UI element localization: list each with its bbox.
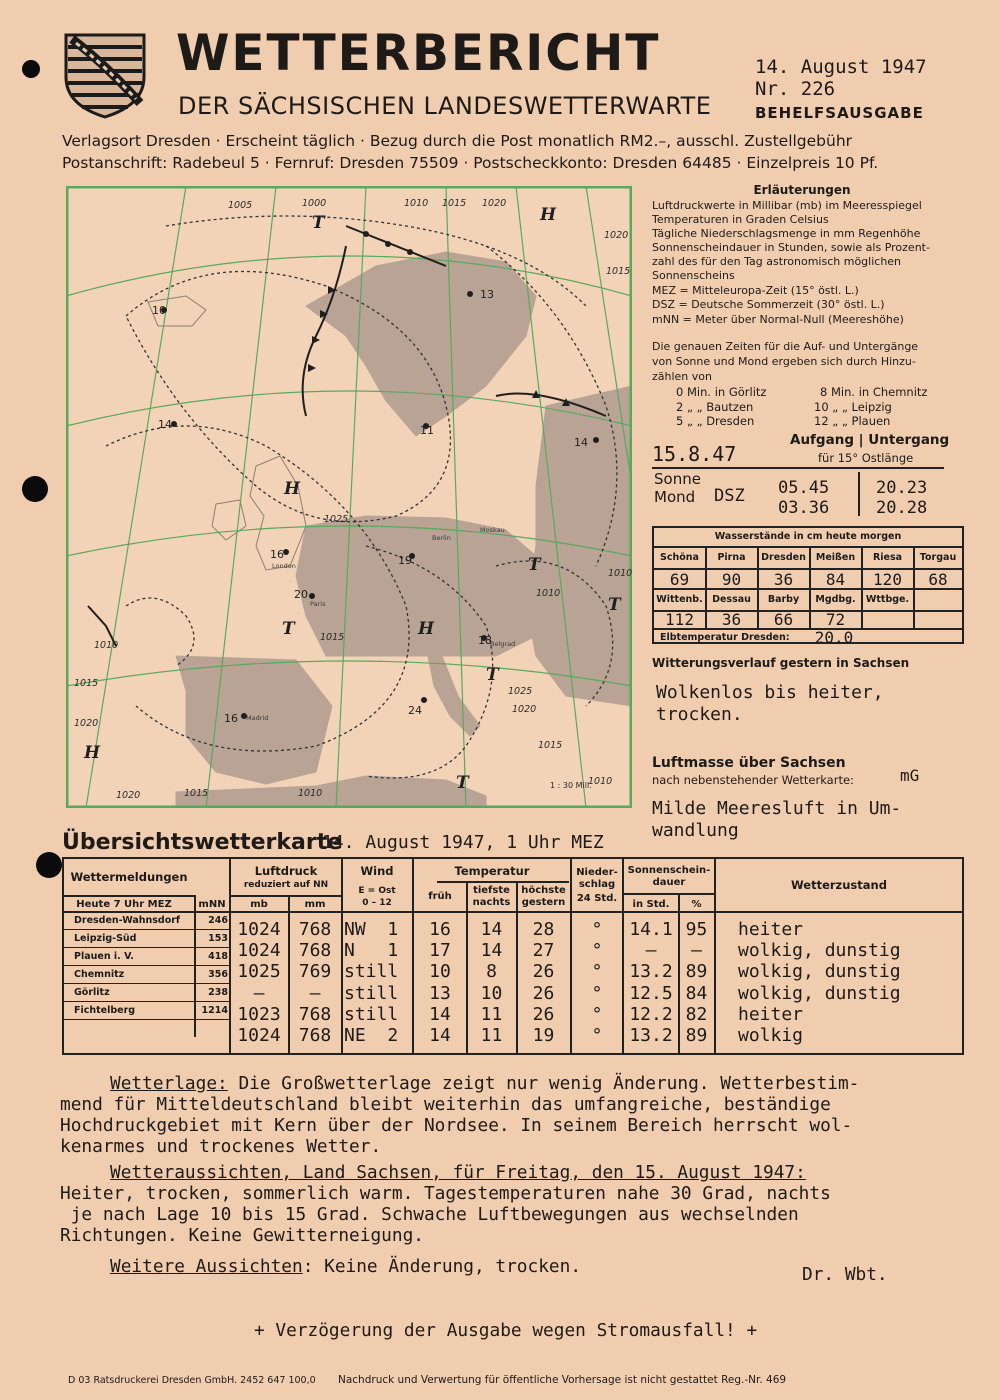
obs-tief: 10 (480, 983, 503, 1004)
header-hoechste-sub: gestern (521, 897, 566, 908)
header-frueh: früh (428, 891, 452, 902)
sunmoon-date: 15.8.47 (652, 442, 737, 466)
low-pressure-mark: T (312, 213, 325, 233)
water-levels-title: Wasserstände in cm heute morgen (714, 531, 902, 542)
obs-zustand: heiter (738, 1004, 804, 1025)
isobar-label: 1010 (94, 640, 119, 651)
gauge-name: Barby (767, 594, 800, 605)
elbe-temperature-label: Elbtemperatur Dresden: (660, 632, 790, 643)
isobar-label: 1010 (536, 588, 561, 599)
legend-line: MEZ = Mitteleuropa-Zeit (15° östl. L.) (652, 284, 859, 297)
obs-sonne: 12.2 (629, 1004, 673, 1025)
air-mass-code: mG (900, 766, 920, 785)
time-correction: 2 „ „ Bautzen (676, 400, 754, 414)
station-temperature: 19 (398, 554, 412, 567)
air-mass-text: Milde Meeresluft in Um- wandlung (652, 798, 902, 841)
obs-frueh: 16 (429, 919, 451, 940)
obs-tief: 11 (480, 1004, 503, 1025)
obs-wind: still (344, 961, 399, 982)
header-wind-sub: E = Ost (358, 886, 396, 896)
obs-nieder: ° (591, 919, 603, 940)
obs-pct: 84 (685, 983, 708, 1004)
edition-label: BEHELFSAUSGABE (755, 104, 924, 122)
obs-wind: still (344, 1004, 399, 1025)
station-altitude: 418 (208, 951, 228, 962)
station-temperature: 14 (158, 418, 172, 431)
times-note: zählen von (652, 370, 712, 383)
wetterlage-line (110, 1073, 859, 1095)
obs-mb: 1024 (237, 1025, 281, 1046)
map-caption: Übersichtswetterkarte (62, 830, 343, 855)
station-altitude: 1214 (201, 1005, 228, 1016)
obs-zustand: wolkig, dunstig (738, 961, 901, 982)
obs-wind: NE 2 (344, 1025, 399, 1046)
gauge-value: 72 (825, 610, 846, 629)
header-mm: mm (304, 899, 326, 910)
water-levels-table (652, 526, 964, 647)
station-temperature: 14 (574, 436, 588, 449)
legend-line: DSZ = Deutsche Sommerzeit (30° östl. L.) (652, 298, 885, 311)
time-correction: 12 „ „ Plauen (814, 414, 891, 428)
time-correction: 8 Min. in Chemnitz (820, 385, 928, 399)
obs-mb: 1024 (237, 919, 281, 940)
station-temperature: 10 (152, 304, 166, 317)
gauge-value: 66 (773, 610, 794, 629)
moon-rise: 03.36 (778, 498, 830, 518)
obs-hoch: 26 (532, 983, 555, 1004)
header-zustand: Wetterzustand (791, 878, 887, 892)
station-name: Görlitz (74, 987, 110, 998)
obs-mb: – (253, 983, 265, 1004)
obs-hoch: 27 (532, 940, 555, 961)
place-label: Berlin (432, 534, 451, 542)
header-nieder-2: schlag (578, 879, 616, 890)
obs-sonne: 14.1 (629, 919, 673, 940)
gauge-name: Dresden (761, 552, 806, 563)
notice: + Verzögerung der Ausgabe wegen Stromausfall! + (254, 1320, 758, 1341)
weitere-text: : Keine Änderung, trocken. (302, 1256, 582, 1277)
moon-set: 20.28 (876, 498, 928, 518)
place-label: Belgrad (490, 640, 516, 648)
gauge-value: 112 (665, 610, 694, 629)
legend-line: Luftdruckwerte in Millibar (mb) im Meeresspiegel (652, 199, 922, 212)
masthead-title: WETTERBERICHT (176, 24, 661, 82)
station-temperature: 16 (270, 548, 284, 561)
high-pressure-mark: H (284, 479, 301, 499)
isobar-label: 1020 (512, 704, 537, 715)
legend-line: Sonnenscheindauer in Stunden, sowie als Prozent- (652, 241, 930, 254)
sunmoon-note: für 15° Ostlänge (818, 451, 914, 465)
header-tiefste: tiefste (473, 885, 510, 896)
station-name: Fichtelberg (74, 1005, 136, 1016)
obs-mm: 768 (298, 940, 332, 961)
gauge-name: Torgau (919, 552, 957, 563)
obs-frueh: 14 (429, 1004, 451, 1025)
station-name: Dresden-Wahnsdorf (74, 915, 181, 926)
map-time: 14. August 1947, 1 Uhr MEZ (322, 832, 604, 853)
isobar-label: 1015 (184, 788, 209, 799)
obs-wind: N 1 (344, 940, 399, 961)
obs-hoch: 19 (532, 1025, 555, 1046)
observations-table (62, 857, 964, 1055)
aussichten-line: Heiter, trocken, sommerlich warm. Tagestemperaturen nahe 30 Grad, nachts (60, 1183, 831, 1204)
station-temperature: 18 (478, 634, 492, 647)
sun-set: 20.23 (876, 478, 928, 498)
header-mnn: mNN (198, 899, 226, 910)
gauge-value: 120 (873, 570, 902, 589)
station-name: Chemnitz (74, 969, 125, 980)
obs-sonne: 12.5 (629, 983, 673, 1004)
sunmoon-heading: Aufgang | Untergang (790, 432, 950, 448)
legend-line: Temperaturen in Graden Celsius (652, 213, 829, 226)
obs-pct: 82 (685, 1004, 708, 1025)
signature: Dr. Wbt. (802, 1264, 888, 1285)
isobar-label: 1000 (302, 198, 327, 209)
weather-course-label: Witterungsverlauf gestern in Sachsen (652, 656, 910, 670)
header-nieder-3: 24 Std. (576, 893, 618, 904)
weather-map (66, 186, 632, 808)
wetterlage-label: Wetterlage: (110, 1073, 228, 1094)
place-label: Moskau (480, 526, 505, 534)
times-note: von Sonne und Mond ergeben sich durch Hinzu- (652, 355, 916, 368)
time-correction: 0 Min. in Görlitz (676, 385, 767, 399)
obs-zustand: heiter (738, 919, 804, 940)
obs-zustand: wolkig (738, 1025, 804, 1046)
weitere-line (110, 1256, 581, 1278)
header-luftdruck-sub: reduziert auf NN (243, 880, 329, 890)
aussichten-label: Wetteraussichten, Land Sachsen, für Freitag, den 15. August 1947: (110, 1162, 806, 1183)
footer-printer: D 03 Ratsdruckerei Dresden GmbH. 2452 647 100,0 (68, 1375, 316, 1386)
wetterlage-text: Die Großwetterlage zeigt nur wenig Änderung. Wetterbestim- (227, 1073, 860, 1094)
obs-wind: NW 1 (344, 919, 399, 940)
obs-zustand: wolkig, dunstig (738, 983, 901, 1004)
header-luftdruck: Luftdruck (254, 864, 318, 878)
legend-title: Erläuterungen (753, 183, 851, 197)
gauge-value: 36 (721, 610, 742, 629)
obs-mm: 768 (298, 1004, 332, 1025)
obs-pct: 89 (685, 1025, 708, 1046)
isobar-label: 1020 (116, 790, 141, 801)
obs-hoch: 28 (532, 919, 555, 940)
divider (858, 472, 860, 516)
isobar-label: 1025 (324, 514, 349, 525)
obs-nieder: ° (591, 1025, 603, 1046)
station-altitude: 246 (208, 915, 228, 926)
legend-line: Sonnenscheins (652, 269, 735, 282)
obs-nieder: ° (591, 961, 603, 982)
issue-number: Nr. 226 (755, 78, 836, 100)
isobar-label: 1015 (538, 740, 563, 751)
legend-line: mNN = Meter über Normal-Null (Meereshöhe) (652, 313, 904, 326)
place-label: Paris (310, 600, 326, 608)
moon-label: Mond (654, 488, 696, 506)
obs-tief: 14 (480, 940, 503, 961)
sun-label: Sonne (654, 470, 701, 488)
gauge-name: Pirna (717, 552, 746, 563)
divider (652, 467, 944, 469)
gauge-name: Meißen (815, 552, 856, 563)
gauge-value: 68 (928, 570, 948, 589)
gauge-name: Wttbge. (865, 594, 910, 605)
obs-tief: 14 (480, 919, 503, 940)
station-altitude: 356 (208, 969, 228, 980)
obs-mb: 1025 (237, 961, 281, 982)
isobar-label: 1020 (482, 198, 507, 209)
isobar-label: 1005 (228, 200, 253, 211)
gauge-value: 69 (669, 570, 690, 589)
header-sonne-2: dauer (652, 877, 686, 888)
gauge-name: Dessau (712, 594, 751, 605)
station-temperature: 13 (480, 288, 494, 301)
gauge-name: Schöna (660, 552, 699, 563)
header-hoechste: höchste (521, 885, 566, 896)
punch-hole (22, 476, 48, 502)
obs-hoch: 26 (532, 1004, 555, 1025)
obs-sonne: 13.2 (629, 1025, 673, 1046)
aussichten-line: Richtungen. Keine Gewitterneigung. (60, 1225, 424, 1246)
legend-line: Tägliche Niederschlagsmenge in mm Regenhöhe (652, 227, 921, 240)
weather-course-text: Wolkenlos bis heiter, trocken. (656, 682, 884, 725)
obs-nieder: ° (591, 940, 603, 961)
station-name: Leipzig-Süd (74, 933, 137, 944)
issue-date: 14. August 1947 (755, 56, 927, 78)
obs-frueh: 10 (429, 961, 451, 982)
obs-mb: 1024 (237, 940, 281, 961)
punch-hole (22, 60, 40, 78)
obs-nieder: ° (591, 983, 603, 1004)
obs-mb: 1023 (237, 1004, 281, 1025)
publisher-line: Verlagsort Dresden · Erscheint täglich · Bezug durch die Post monatlich RM2.–, ausschl. Zustellgebühr (62, 132, 853, 150)
obs-mm: 769 (298, 961, 332, 982)
sun-rise: 05.45 (778, 478, 830, 498)
gauge-value: 90 (721, 570, 742, 589)
obs-sonne: – (645, 940, 657, 961)
isobar-label: 1010 (298, 788, 323, 799)
obs-mm: 768 (298, 1025, 332, 1046)
isobar-label: 1020 (74, 718, 99, 729)
times-note: Die genauen Zeiten für die Auf- und Untergänge (652, 340, 919, 353)
isobar-label: 1010 (608, 568, 632, 579)
isobar-label: 1010 (404, 198, 429, 209)
header-nieder: Nieder- (576, 867, 618, 878)
wetterlage-line: Hochdruckgebiet mit Kern über der Nordsee. In seinem Bereich herrscht wol- (60, 1115, 853, 1136)
air-mass-label: Luftmasse über Sachsen (652, 755, 846, 771)
station-temperature: 24 (408, 704, 422, 717)
obs-mm: – (309, 983, 321, 1004)
header-in-std: in Std. (632, 899, 670, 910)
station-temperature: 20 (294, 588, 308, 601)
obs-frueh: 13 (429, 983, 451, 1004)
wetterlage-line: kenarmes und trockenes Wetter. (60, 1136, 382, 1157)
station-altitude: 153 (208, 933, 228, 944)
place-label: London (272, 562, 296, 570)
header-meldungen: Wettermeldungen (70, 870, 188, 884)
header-wind-scale: 0 – 12 (362, 898, 392, 908)
coat-of-arms-icon (64, 33, 146, 119)
station-name: Plauen i. V. (74, 951, 134, 962)
weitere-label: Weitere Aussichten (110, 1256, 303, 1277)
station-temperature: 11 (420, 424, 434, 437)
aussichten-line: je nach Lage 10 bis 15 Grad. Schwache Luftbewegungen aus wechselnden (60, 1204, 799, 1225)
station-altitude: 238 (208, 987, 228, 998)
obs-pct: – (691, 940, 702, 961)
masthead-subtitle: DER SÄCHSISCHEN LANDESWETTERWARTE (178, 92, 712, 120)
header-mb: mb (250, 899, 268, 910)
isobar-label: 1015 (320, 632, 345, 643)
high-pressure-mark: H (540, 205, 557, 225)
gauge-name: Riesa (872, 552, 903, 563)
low-pressure-mark: T (282, 619, 295, 639)
publisher-line: Postanschrift: Radebeul 5 · Fernruf: Dresden 75509 · Postscheckkonto: Dresden 64485 · Einzelpreis 10 Pf. (62, 154, 879, 172)
elbe-temperature-value: 20.0 (814, 628, 854, 647)
gauge-value: 36 (773, 570, 794, 589)
low-pressure-mark: T (528, 555, 541, 575)
isobar-label: 1015 (74, 678, 99, 689)
obs-frueh: 17 (429, 940, 451, 961)
isobar-label: 1020 (604, 230, 629, 241)
obs-nieder: ° (591, 1004, 603, 1025)
high-pressure-mark: H (84, 743, 101, 763)
gauge-name: Mgdbg. (815, 594, 856, 605)
header-heute: Heute 7 Uhr MEZ (76, 899, 172, 910)
obs-zustand: wolkig, dunstig (738, 940, 901, 961)
punch-hole (36, 852, 62, 878)
map-scale: 1 : 30 Mill. (550, 781, 592, 790)
obs-wind: still (344, 983, 399, 1004)
low-pressure-mark: T (486, 665, 499, 685)
isobar-label: 1025 (508, 686, 533, 697)
header-wind: Wind (360, 864, 394, 878)
header-sonne: Sonnenschein- (627, 865, 711, 876)
footer-notice: Nachdruck und Verwertung für öffentliche Vorhersage ist nicht gestattet Reg.-Nr. 469 (338, 1374, 787, 1386)
gauge-name: Wittenb. (656, 594, 703, 605)
station-temperature: 16 (224, 712, 238, 725)
high-pressure-mark: H (418, 619, 435, 639)
low-pressure-mark: T (456, 773, 469, 793)
legend-line: zahl des für den Tag astronomisch möglichen (652, 255, 902, 268)
obs-tief: 8 (486, 961, 497, 982)
isobar-label: 1015 (606, 266, 631, 277)
time-correction: 5 „ „ Dresden (676, 414, 755, 428)
header-tiefste-sub: nachts (472, 897, 511, 908)
gauge-value: 84 (825, 570, 846, 589)
obs-mm: 768 (298, 919, 332, 940)
low-pressure-mark: T (608, 595, 621, 615)
obs-frueh: 14 (429, 1025, 451, 1046)
header-temperatur: Temperatur (454, 864, 530, 878)
header-percent: % (691, 899, 702, 910)
place-label: Madrid (246, 714, 269, 722)
obs-tief: 11 (480, 1025, 503, 1046)
time-correction: 10 „ „ Leipzig (814, 400, 892, 414)
isobar-label: 1015 (442, 198, 467, 209)
isobar-label: 1010 (588, 776, 613, 787)
obs-pct: 89 (685, 961, 708, 982)
obs-pct: 95 (685, 919, 708, 940)
obs-hoch: 26 (532, 961, 555, 982)
air-mass-sublabel: nach nebenstehender Wetterkarte: (652, 773, 854, 787)
time-zone: DSZ (714, 486, 745, 506)
obs-sonne: 13.2 (629, 961, 673, 982)
wetterlage-line: mend für Mitteldeutschland bleibt weiterhin das umfangreiche, beständige (60, 1094, 831, 1115)
